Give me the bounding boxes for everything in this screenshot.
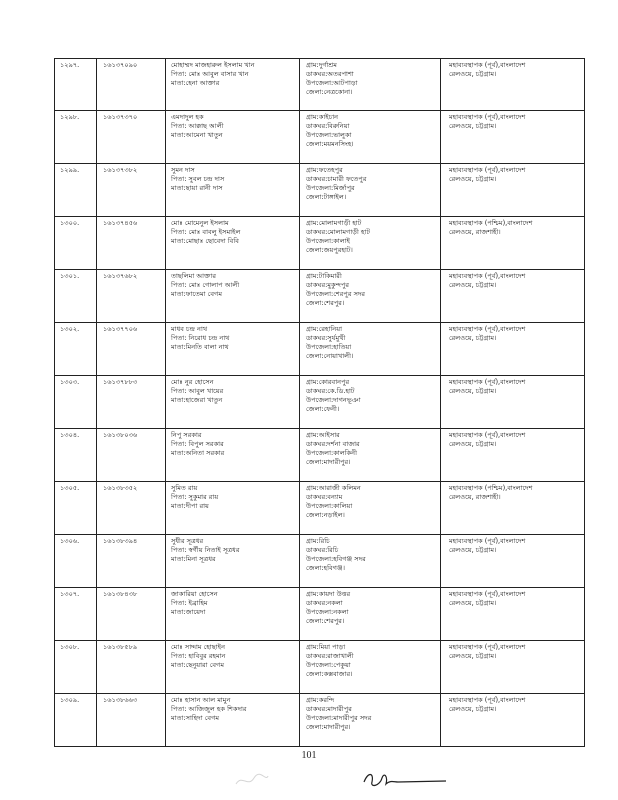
address-village: গ্রাম:আইসার: [306, 431, 340, 439]
father-name: পিতা: সুকুমার রায়: [171, 493, 219, 502]
roll-cell: [97, 694, 166, 747]
mother-name: মাতা:ছেনুয়ারা বেগম: [171, 661, 225, 670]
address-village: গ্রাম:দুর্গাশ্রম: [306, 61, 337, 69]
candidate-cell: [166, 111, 300, 164]
address-cell: [300, 217, 441, 270]
address-cell: [300, 694, 441, 747]
posting-cell: [441, 588, 585, 641]
posting-cell: [441, 270, 585, 323]
posting-cell: [441, 217, 585, 270]
candidate-name: সুমন দাস: [171, 166, 195, 174]
address-village: গ্রাম:টাকিমারী: [306, 272, 342, 280]
address-district: জেলা:নেত্রকোনা।: [306, 88, 353, 97]
table-row: [55, 535, 585, 588]
roll-cell: [97, 59, 166, 111]
posting-office: মহাব্যবস্থাপক (পূর্ব),বাংলাদেশ: [449, 61, 526, 69]
roll-number: ১৬১৩৭৩৭০: [103, 113, 138, 121]
address-upazila: উপজেলা:পেকুয়া: [306, 661, 351, 670]
mother-name: মাতা:ফাতেমা বেগম: [171, 290, 222, 299]
posting-office: মহাব্যবস্থাপক (পূর্ব),বাংলাদেশ: [449, 378, 526, 386]
posting-office: মহাব্যবস্থাপক (পূর্ব),বাংলাদেশ: [449, 166, 526, 174]
serial-number: ১৩০৩.: [60, 378, 80, 386]
roll-cell: [97, 217, 166, 270]
posting-cell: [441, 59, 585, 111]
table-row: [55, 429, 585, 482]
mother-name: মাতা:আমেনা খাতুন: [171, 131, 223, 140]
table-row: [55, 694, 585, 747]
serial-cell: [55, 270, 97, 323]
address-district: জেলা:ময়মনসিংহ।: [306, 140, 354, 149]
address-upazila: উপজেলা:কালিয়া: [306, 502, 353, 511]
mother-name: মাতা:হেনা আক্তার: [171, 79, 220, 88]
serial-cell: [55, 323, 97, 376]
roll-number: ১৬১৩৭৬৮২: [103, 272, 138, 280]
mother-name: মাতা:দীপা রায়: [171, 502, 209, 511]
roll-number: ১৬১৩৭৪৫৬: [103, 219, 138, 227]
posting-cell: [441, 323, 585, 376]
posting-office: মহাব্যবস্থাপক (পশ্চিম),বাংলাদেশ: [449, 484, 533, 492]
serial-number: ১২৯৯.: [60, 166, 80, 174]
serial-cell: [55, 641, 97, 694]
roll-cell: [97, 535, 166, 588]
candidate-cell: [166, 59, 300, 111]
posting-cell: [441, 111, 585, 164]
table-row: [55, 111, 585, 164]
results-table: [54, 58, 585, 747]
roll-cell: [97, 641, 166, 694]
address-village: গ্রাম:ফতেহপুর: [306, 166, 343, 174]
posting-cell: [441, 429, 585, 482]
posting-location: রেলওয়ে, চট্টগ্রাম।: [449, 281, 497, 290]
serial-number: ১৩০৮.: [60, 643, 80, 651]
father-name: পিতা: বিপুল সরকার: [171, 440, 224, 449]
posting-location: রেলওয়ে, চট্টগ্রাম।: [449, 440, 497, 449]
posting-location: রেলওয়ে, চট্টগ্রাম।: [449, 705, 497, 714]
roll-number: ১৬১৩৭০৯০: [103, 61, 138, 69]
roll-number: ১৬১৩৭৮৮৩: [103, 378, 138, 386]
roll-number: ১৬১৩৮৬৬৩: [103, 696, 138, 704]
candidate-cell: [166, 323, 300, 376]
candidate-cell: [166, 429, 300, 482]
table-row: [55, 323, 585, 376]
candidate-cell: [166, 376, 300, 429]
address-post-office: ডাকঘর:মাদারীপুর: [306, 705, 352, 714]
father-name: পিতা: মোঃ আবুল বাসার খান: [171, 70, 249, 79]
candidate-name: মোঃ নুর হোসেন: [171, 378, 214, 386]
address-cell: [300, 535, 441, 588]
candidate-name: তাছলিমা আক্তার: [171, 272, 216, 280]
posting-location: রেলওয়ে, চট্টগ্রাম।: [449, 70, 497, 79]
address-district: জেলা:ফেনী।: [306, 405, 340, 414]
father-name: পিতা: সুবল চন্দ্র দাস: [171, 175, 225, 184]
address-cell: [300, 588, 441, 641]
address-cell: [300, 323, 441, 376]
roll-number: ১৬১৩৭৭০৬: [103, 325, 138, 333]
address-village: গ্রাম:মিয়া পাড়া: [306, 643, 346, 651]
address-cell: [300, 376, 441, 429]
posting-cell: [441, 694, 585, 747]
serial-cell: [55, 376, 97, 429]
table-row: [55, 482, 585, 535]
father-name: পিতা: আক্কাছ আলী: [171, 122, 224, 131]
roll-number: ১৬১৩৮০৩৬: [103, 431, 138, 439]
address-post-office: ডাকঘর:বন্যাম: [306, 493, 343, 502]
roll-cell: [97, 111, 166, 164]
father-name: পিতা: মোঃ বাবলু ইসমাইল: [171, 228, 241, 237]
address-district: জেলা:নোয়াখালী।: [306, 352, 354, 361]
table-row: [55, 217, 585, 270]
mother-name: মাতা:জায়েদা: [171, 608, 206, 617]
mother-name: মাতা:মিনা সূত্রধর: [171, 555, 216, 564]
address-village: গ্রাম:কায়দা উত্তর: [306, 590, 351, 598]
address-upazila: উপজেলা:কালকিনী: [306, 449, 357, 458]
candidate-name: নিপু সরকার: [171, 431, 202, 439]
candidate-name: সুমিত রায়: [171, 484, 198, 492]
address-district: জেলা:শেরপুর।: [306, 299, 345, 308]
table-row: [55, 59, 585, 111]
mother-name: মাতা:মিনতি বালা নাথ: [171, 343, 229, 352]
serial-number: ১৩০২.: [60, 325, 80, 333]
address-post-office: ডাকঘর:কে.ডি.হাট: [306, 387, 355, 396]
candidate-name: জাকারিয়া হোসেন: [171, 590, 218, 598]
address-post-office: ডাকঘর:চামারী ফতেপুর: [306, 175, 367, 184]
table-row: [55, 164, 585, 217]
address-upazila: উপজেলা:হাতিয়া: [306, 343, 352, 352]
roll-cell: [97, 323, 166, 376]
address-upazila: উপজেলা:মাদারীপুর সদর: [306, 714, 372, 723]
serial-number: ১৩০৯.: [60, 696, 80, 704]
candidate-name: মোঃ মোমেনুল ইসলাম: [171, 219, 229, 227]
address-upazila: উপজেলা:আটপাড়া: [306, 79, 358, 88]
posting-office: মহাব্যবস্থাপক (পূর্ব),বাংলাদেশ: [449, 272, 526, 280]
posting-location: রেলওয়ে, চট্টগ্রাম।: [449, 546, 497, 555]
signature: [360, 768, 450, 792]
roll-cell: [97, 588, 166, 641]
mother-name: মাতা:অনিতা সরকার: [171, 449, 225, 458]
posting-cell: [441, 535, 585, 588]
serial-cell: [55, 429, 97, 482]
address-post-office: ডাকঘর:মোলামগাড়ী হাট: [306, 228, 370, 237]
mother-name: মাতা:সাহিদা বেগম: [171, 714, 220, 723]
father-name: পিতা: মোঃ গোলাপ আলী: [171, 281, 240, 290]
candidate-cell: [166, 694, 300, 747]
serial-cell: [55, 59, 97, 111]
roll-cell: [97, 270, 166, 323]
serial-number: ১২৯৭.: [60, 61, 80, 69]
address-cell: [300, 164, 441, 217]
serial-cell: [55, 217, 97, 270]
posting-cell: [441, 641, 585, 694]
candidate-name: মোহাম্মদ মাজহারুল ইসলাম খান: [171, 61, 255, 69]
candidate-cell: [166, 164, 300, 217]
faint-stamp-mark: [232, 770, 272, 790]
address-upazila: উপজেলা:নকলা: [306, 608, 349, 617]
address-village: গ্রাম:করন্দি: [306, 696, 335, 704]
table-row: [55, 588, 585, 641]
roll-number: ১৬১৩৮৩৫২: [103, 484, 138, 492]
serial-cell: [55, 111, 97, 164]
candidate-cell: [166, 641, 300, 694]
address-village: গ্রাম:রেহানিয়া: [306, 325, 343, 333]
mother-name: মাতা:মোছাঃ ছোবেদা বিবি: [171, 237, 239, 246]
father-name: পিতা: আবুল খায়ের: [171, 387, 224, 396]
address-post-office: ডাকঘর:রাজাখালী: [306, 652, 354, 661]
father-name: পিতা: নিরোধ চন্দ্র নাথ: [171, 334, 230, 343]
address-upazila: উপজেলা:হবিগঞ্জ সদর: [306, 555, 366, 564]
serial-number: ১২৯৮.: [60, 113, 80, 121]
candidate-name: সুধীর সূত্রধর: [171, 537, 204, 545]
address-post-office: ডাকঘর:দর্শনা বাজার: [306, 440, 360, 449]
serial-number: ১৩০৬.: [60, 537, 80, 545]
serial-cell: [55, 482, 97, 535]
address-cell: [300, 270, 441, 323]
serial-number: ১৩০৪.: [60, 431, 80, 439]
table-row: [55, 376, 585, 429]
roll-cell: [97, 482, 166, 535]
candidate-cell: [166, 217, 300, 270]
mother-name: মাতা:হাজেরা খাতুন: [171, 396, 223, 405]
address-post-office: ডাকঘর:মুকুন্দপুর: [306, 281, 349, 290]
address-post-office: ডাকঘর:রিচি: [306, 546, 339, 555]
table-row: [55, 270, 585, 323]
address-upazila: উপজেলা:শেরপুর সদর: [306, 290, 366, 299]
posting-location: রেলওয়ে, চট্টগ্রাম।: [449, 175, 497, 184]
posting-cell: [441, 164, 585, 217]
posting-cell: [441, 376, 585, 429]
address-village: গ্রাম:আরাজী কলিমন: [306, 484, 361, 492]
posting-office: মহাব্যবস্থাপক (পশ্চিম),বাংলাদেশ: [449, 219, 533, 227]
father-name: পিতা: আজিজুল হক শিকদার: [171, 705, 247, 714]
address-village: গ্রাম:কোরবানপুর: [306, 378, 350, 386]
address-district: জেলা:টাঙ্গাইল।: [306, 193, 347, 202]
address-upazila: উপজেলা:মির্জাপুর: [306, 184, 355, 193]
address-cell: [300, 111, 441, 164]
serial-number: ১৩০৭.: [60, 590, 80, 598]
address-district: জেলা:মাদারীপুর।: [306, 723, 351, 732]
address-cell: [300, 641, 441, 694]
candidate-cell: [166, 588, 300, 641]
posting-location: রেলওয়ে, চট্টগ্রাম।: [449, 122, 497, 131]
posting-office: মহাব্যবস্থাপক (পূর্ব),বাংলাদেশ: [449, 696, 526, 704]
posting-office: মহাব্যবস্থাপক (পূর্ব),বাংলাদেশ: [449, 113, 526, 121]
posting-location: রেলওয়ে, চট্টগ্রাম।: [449, 334, 497, 343]
roll-number: ১৬১৩৭৩৮২: [103, 166, 138, 174]
posting-location: রেলওয়ে, চট্টগ্রাম।: [449, 387, 497, 396]
posting-office: মহাব্যবস্থাপক (পূর্ব),বাংলাদেশ: [449, 325, 526, 333]
page-number: 101: [301, 750, 317, 761]
address-district: জেলা:হবিগঞ্জ।: [306, 564, 345, 573]
posting-office: মহাব্যবস্থাপক (পূর্ব),বাংলাদেশ: [449, 590, 526, 598]
address-upazila: উপজেলা:ভালুকা: [306, 131, 352, 140]
posting-location: রেলওয়ে, চট্টগ্রাম।: [449, 652, 497, 661]
posting-location: রেলওয়ে, রাজশাহী।: [449, 228, 501, 237]
roll-cell: [97, 376, 166, 429]
address-district: জেলা:শেরপুর।: [306, 617, 345, 626]
roll-number: ১৬১৩৮৫৮৯: [103, 643, 138, 651]
table-row: [55, 641, 585, 694]
address-upazila: উপজেলা:দাগনভূঞা: [306, 396, 361, 405]
address-cell: [300, 482, 441, 535]
roll-number: ১৬১৩৮৪৩৮: [103, 590, 138, 598]
serial-number: ১৩০৫.: [60, 484, 80, 492]
address-cell: [300, 429, 441, 482]
address-district: জেলা:কক্সবাজার।: [306, 670, 353, 679]
candidate-name: এমদাদুল হক: [171, 113, 204, 121]
posting-office: মহাব্যবস্থাপক (পূর্ব),বাংলাদেশ: [449, 537, 526, 545]
roll-cell: [97, 429, 166, 482]
roll-number: ১৬১৩৮৩৯৪: [103, 537, 138, 545]
serial-number: ১৩০০.: [60, 219, 80, 227]
father-name: পিতা: ইব্রাহিম: [171, 599, 208, 608]
address-district: জেলা:নড়াইল।: [306, 511, 345, 520]
address-post-office: ডাকঘর:সুর্যমুখী: [306, 334, 346, 343]
serial-cell: [55, 535, 97, 588]
posting-location: রেলওয়ে, রাজশাহী।: [449, 493, 501, 502]
address-cell: [300, 59, 441, 111]
posting-cell: [441, 482, 585, 535]
father-name: পিতা: হাবিবুর রহমান: [171, 652, 226, 661]
candidate-name: মাধব চন্দ্র নাথ: [171, 325, 208, 333]
candidate-cell: [166, 482, 300, 535]
address-post-office: ডাকঘর:নকলা: [306, 599, 343, 608]
serial-cell: [55, 164, 97, 217]
father-name: পিতা: স্বর্গীয় নিতাই সূত্রধর: [171, 546, 240, 555]
address-village: গ্রাম:কাইচান: [306, 113, 339, 121]
address-post-office: ডাকঘর:বিরুনিয়া: [306, 122, 350, 131]
candidate-cell: [166, 270, 300, 323]
mother-name: মাতা:ছায়া রানী দাস: [171, 184, 223, 193]
serial-number: ১৩০১.: [60, 272, 80, 280]
address-village: গ্রাম:মোলামগাড়ী হাট: [306, 219, 362, 227]
address-post-office: ডাকঘর:অতরপাশা: [306, 70, 354, 79]
address-village: গ্রাম:রিচি: [306, 537, 330, 545]
address-upazila: উপজেলা:কালাই: [306, 237, 350, 246]
candidate-cell: [166, 535, 300, 588]
serial-cell: [55, 694, 97, 747]
address-district: জেলা:জয়পুরহাট।: [306, 246, 353, 255]
posting-office: মহাব্যবস্থাপক (পূর্ব),বাংলাদেশ: [449, 431, 526, 439]
posting-office: মহাব্যবস্থাপক (পূর্ব),বাংলাদেশ: [449, 643, 526, 651]
roll-cell: [97, 164, 166, 217]
serial-cell: [55, 588, 97, 641]
address-district: জেলা:মাদারীপুর।: [306, 458, 351, 467]
candidate-name: মোঃ হাসান আল মামুন: [171, 696, 231, 704]
candidate-name: মোঃ সাদ্দাম হোছাইন: [171, 643, 226, 651]
posting-location: রেলওয়ে, চট্টগ্রাম।: [449, 599, 497, 608]
